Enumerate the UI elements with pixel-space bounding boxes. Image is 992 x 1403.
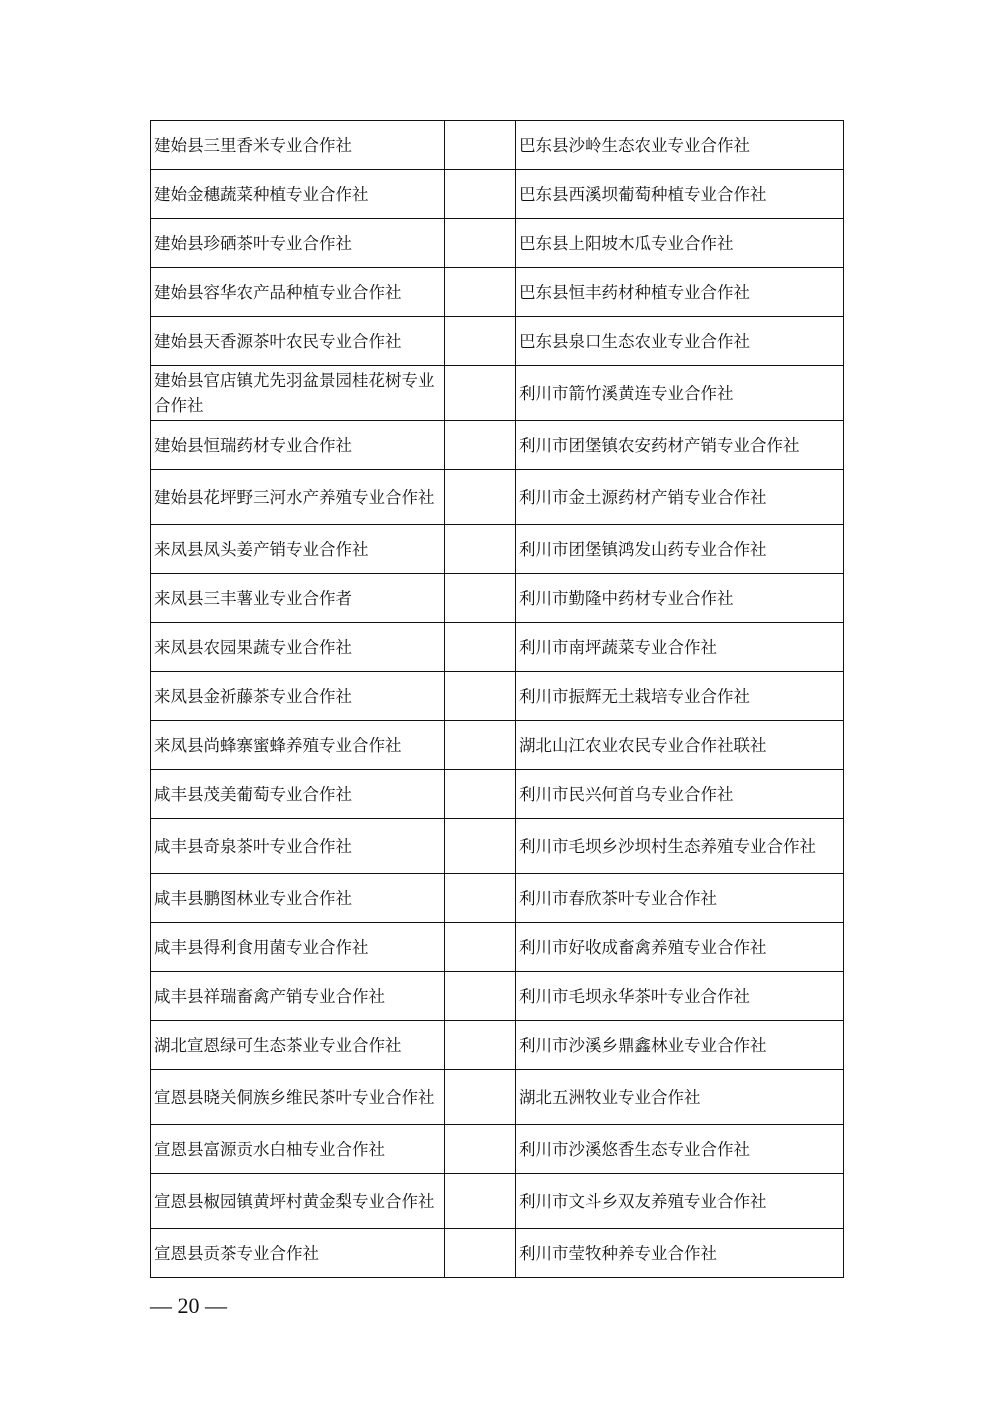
table-row — [151, 721, 844, 770]
cooperative-name-right-cell: 利川市毛坝乡沙坝村生态养殖专业合作社 — [516, 819, 844, 874]
cooperative-name-right-cell: 利川市民兴何首乌专业合作社 — [516, 770, 844, 819]
table-row — [151, 874, 844, 923]
blank-middle-cell — [445, 366, 516, 421]
table-row — [151, 770, 844, 819]
cooperative-name-left-cell: 建始金穗蔬菜种植专业合作社 — [151, 170, 445, 219]
blank-middle-cell — [445, 121, 516, 170]
table-row — [151, 219, 844, 268]
cooperative-name-right-cell: 湖北山江农业农民专业合作社联社 — [516, 721, 844, 770]
blank-middle-cell — [445, 672, 516, 721]
blank-middle-cell — [445, 421, 516, 470]
table-row — [151, 421, 844, 470]
table-row — [151, 1229, 844, 1278]
cooperative-name-left-cell: 咸丰县祥瑞畜禽产销专业合作社 — [151, 972, 445, 1021]
blank-middle-cell — [445, 972, 516, 1021]
cooperative-name-right-cell: 巴东县西溪坝葡萄种植专业合作社 — [516, 170, 844, 219]
blank-middle-cell — [445, 268, 516, 317]
blank-middle-cell — [445, 721, 516, 770]
table-row — [151, 623, 844, 672]
table-row — [151, 317, 844, 366]
cooperative-name-left-cell: 建始县天香源茶叶农民专业合作社 — [151, 317, 445, 366]
table-row — [151, 170, 844, 219]
cooperative-name-right-cell: 利川市金土源药材产销专业合作社 — [516, 470, 844, 525]
table-body — [151, 121, 844, 1278]
blank-middle-cell — [445, 574, 516, 623]
cooperative-name-left-cell: 咸丰县鹏图林业专业合作社 — [151, 874, 445, 923]
table-row — [151, 972, 844, 1021]
blank-middle-cell — [445, 1125, 516, 1174]
table-row — [151, 1125, 844, 1174]
blank-middle-cell — [445, 1174, 516, 1229]
cooperative-name-left-cell: 咸丰县得利食用菌专业合作社 — [151, 923, 445, 972]
cooperative-name-right-cell: 利川市毛坝永华茶叶专业合作社 — [516, 972, 844, 1021]
table-row — [151, 574, 844, 623]
cooperative-name-right-cell: 利川市春欣茶叶专业合作社 — [516, 874, 844, 923]
blank-middle-cell — [445, 819, 516, 874]
cooperative-name-right-cell: 利川市勤隆中药材专业合作社 — [516, 574, 844, 623]
blank-middle-cell — [445, 923, 516, 972]
cooperative-name-right-cell: 湖北五洲牧业专业合作社 — [516, 1070, 844, 1125]
cooperative-name-left-cell: 建始县恒瑞药材专业合作社 — [151, 421, 445, 470]
cooperative-name-right-cell: 巴东县恒丰药材种植专业合作社 — [516, 268, 844, 317]
page-number: — 20 — — [150, 1293, 227, 1318]
blank-middle-cell — [445, 1229, 516, 1278]
blank-middle-cell — [445, 470, 516, 525]
blank-middle-cell — [445, 623, 516, 672]
cooperative-name-left-cell: 咸丰县奇泉茶叶专业合作社 — [151, 819, 445, 874]
table-row — [151, 525, 844, 574]
cooperative-name-left-cell: 建始县珍硒茶叶专业合作社 — [151, 219, 445, 268]
cooperative-name-left-cell: 建始县官店镇尤先羽盆景园桂花树专业合作社 — [151, 366, 445, 421]
blank-middle-cell — [445, 525, 516, 574]
cooperative-name-right-cell: 利川市团堡镇农安药材产销专业合作社 — [516, 421, 844, 470]
cooperative-name-right-cell: 利川市文斗乡双友养殖专业合作社 — [516, 1174, 844, 1229]
cooperative-name-right-cell: 利川市南坪蔬菜专业合作社 — [516, 623, 844, 672]
cooperative-name-right-cell: 利川市好收成畜禽养殖专业合作社 — [516, 923, 844, 972]
cooperative-name-right-cell: 利川市莹牧种养专业合作社 — [516, 1229, 844, 1278]
cooperative-name-right-cell: 巴东县泉口生态农业专业合作社 — [516, 317, 844, 366]
table-row — [151, 672, 844, 721]
cooperative-name-left-cell: 建始县三里香米专业合作社 — [151, 121, 445, 170]
table-row — [151, 1021, 844, 1070]
table-row — [151, 121, 844, 170]
blank-middle-cell — [445, 317, 516, 366]
cooperative-name-left-cell: 来凤县尚蜂寨蜜蜂养殖专业合作社 — [151, 721, 445, 770]
blank-middle-cell — [445, 1070, 516, 1125]
table-row — [151, 1174, 844, 1229]
cooperative-name-right-cell: 利川市团堡镇鸿发山药专业合作社 — [516, 525, 844, 574]
blank-middle-cell — [445, 170, 516, 219]
cooperative-name-right-cell: 巴东县沙岭生态农业专业合作社 — [516, 121, 844, 170]
cooperative-name-left-cell: 来凤县金祈藤茶专业合作社 — [151, 672, 445, 721]
cooperative-name-left-cell: 咸丰县茂美葡萄专业合作社 — [151, 770, 445, 819]
table-row — [151, 1070, 844, 1125]
cooperative-name-left-cell: 来凤县凤头姜产销专业合作社 — [151, 525, 445, 574]
cooperative-name-left-cell: 宣恩县贡茶专业合作社 — [151, 1229, 445, 1278]
blank-middle-cell — [445, 219, 516, 268]
blank-middle-cell — [445, 874, 516, 923]
cooperative-name-right-cell: 利川市振辉无土栽培专业合作社 — [516, 672, 844, 721]
cooperative-name-left-cell: 来凤县三丰薯业专业合作者 — [151, 574, 445, 623]
blank-middle-cell — [445, 770, 516, 819]
cooperative-name-right-cell: 巴东县上阳坡木瓜专业合作社 — [516, 219, 844, 268]
cooperative-name-left-cell: 建始县花坪野三河水产养殖专业合作社 — [151, 470, 445, 525]
cooperative-name-right-cell: 利川市箭竹溪黄连专业合作社 — [516, 366, 844, 421]
cooperative-name-right-cell: 利川市沙溪悠香生态专业合作社 — [516, 1125, 844, 1174]
cooperative-name-left-cell: 来凤县农园果蔬专业合作社 — [151, 623, 445, 672]
table-row — [151, 923, 844, 972]
cooperative-name-left-cell: 湖北宣恩绿可生态茶业专业合作社 — [151, 1021, 445, 1070]
cooperative-name-left-cell: 建始县容华农产品种植专业合作社 — [151, 268, 445, 317]
table-row — [151, 366, 844, 421]
cooperative-name-left-cell: 宣恩县椒园镇黄坪村黄金梨专业合作社 — [151, 1174, 445, 1229]
cooperative-name-right-cell: 利川市沙溪乡鼎鑫林业专业合作社 — [516, 1021, 844, 1070]
blank-middle-cell — [445, 1021, 516, 1070]
table-row — [151, 268, 844, 317]
cooperative-name-left-cell: 宣恩县富源贡水白柚专业合作社 — [151, 1125, 445, 1174]
table-row — [151, 470, 844, 525]
cooperative-name-left-cell: 宣恩县晓关侗族乡维民茶叶专业合作社 — [151, 1070, 445, 1125]
cooperative-list-table — [150, 120, 844, 1278]
table-row — [151, 819, 844, 874]
